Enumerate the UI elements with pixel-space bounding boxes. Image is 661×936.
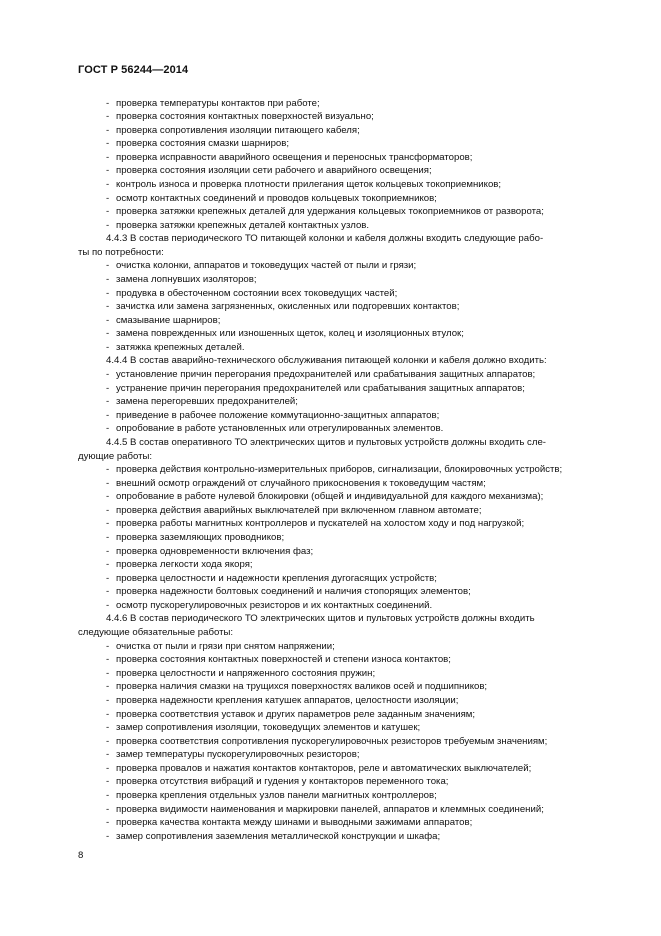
list-item-text: смазывание шарниров; — [116, 314, 221, 326]
list-item — [78, 789, 596, 803]
list-item-text: затяжка крепежных деталей. — [116, 341, 245, 353]
list-marker: - — [106, 369, 110, 381]
list-marker: - — [106, 735, 110, 747]
list-item — [78, 409, 596, 423]
list-item — [78, 599, 596, 613]
list-item — [78, 327, 596, 341]
list-marker: - — [106, 341, 110, 353]
list-item — [78, 830, 596, 844]
list-item — [78, 762, 596, 776]
list-marker: - — [106, 111, 110, 123]
list-item-text: очистка от пыли и грязи при снятом напряжении; — [116, 640, 335, 652]
list-item-text: проверка сопротивления изоляции питающего кабеля; — [116, 124, 360, 136]
list-item — [78, 531, 596, 545]
list-marker: - — [106, 219, 110, 231]
list-item-text: контроль износа и проверка плотности прилегания щеток кольцевых токоприемников; — [116, 178, 502, 190]
list-item — [78, 803, 596, 817]
list-item — [78, 164, 596, 178]
list-item — [78, 395, 596, 409]
list-marker: - — [106, 545, 110, 557]
list-marker: - — [106, 124, 110, 136]
list-item — [78, 178, 596, 192]
list-marker: - — [106, 681, 110, 693]
list-item — [78, 477, 596, 491]
paragraph-continuation: следующие обязательные работы: — [78, 627, 234, 639]
list-marker: - — [106, 722, 110, 734]
list-item — [78, 300, 596, 314]
list-item-text: проверка действия контрольно-измерительных приборов, сигнализации, блокировочных устройств; — [116, 464, 563, 476]
list-item — [78, 151, 596, 165]
list-marker: - — [106, 803, 110, 815]
list-item — [78, 816, 596, 830]
list-item-text: зачистка или замена загрязненных, окисленных или подгоревших контактов; — [116, 301, 460, 313]
list-item-text: проверка одновременности включения фаз; — [116, 545, 314, 557]
list-item-text: проверка температуры контактов при работе; — [116, 97, 320, 109]
list-marker: - — [106, 165, 110, 177]
list-item-text: замена перегоревших предохранителей; — [116, 396, 298, 408]
list-item — [78, 205, 596, 219]
list-item — [78, 422, 596, 436]
list-item — [78, 640, 596, 654]
list-item-text: проверка затяжки крепежных деталей для удержания кольцевых токоприемников от разворота; — [116, 206, 544, 218]
list-item — [78, 680, 596, 694]
paragraph-line: 4.4.3 В состав периодического ТО питающей колонки и кабеля должны входить следующие рабо- — [106, 233, 544, 245]
list-marker: - — [106, 694, 110, 706]
list-marker: - — [106, 830, 110, 842]
list-marker: - — [106, 817, 110, 829]
list-item — [78, 368, 596, 382]
list-marker: - — [106, 640, 110, 652]
list-marker: - — [106, 178, 110, 190]
list-marker: - — [106, 518, 110, 530]
list-marker: - — [106, 138, 110, 150]
list-marker: - — [106, 491, 110, 503]
list-item — [78, 314, 596, 328]
list-item-text: проверка соответствия сопротивления пускорегулировочных резисторов требуемым значениям; — [116, 735, 548, 747]
list-item-text: проверка состояния контактных поверхностей и степени износа контактов; — [116, 654, 451, 666]
list-item-text: осмотр пускорегулировочных резисторов и их контактных соединений. — [116, 599, 433, 611]
list-item-text: проверка заземляющих проводников; — [116, 532, 285, 543]
list-marker: - — [106, 559, 110, 571]
list-item-text: проверка легкости хода якоря; — [116, 559, 253, 571]
list-item — [78, 585, 596, 599]
list-item-text: проверка соответствия уставок и других параметров реле заданным значениям; — [116, 708, 476, 720]
list-item — [78, 653, 596, 667]
list-item-text: проверка исправности аварийного освещения и переносных трансформаторов; — [116, 151, 473, 163]
list-item — [78, 504, 596, 518]
list-marker: - — [106, 423, 110, 435]
list-item-text: установление причин перегорания предохранителей или срабатывания защитных аппаратов; — [116, 369, 536, 381]
list-item — [78, 490, 596, 504]
list-marker: - — [106, 776, 110, 788]
list-item-text: проверка действия аварийных выключателей при включенном главном автомате; — [116, 504, 482, 516]
list-item — [78, 545, 596, 559]
list-item-text: проверка провалов и нажатия контактов контакторов, реле и автоматических выключателей; — [116, 762, 532, 774]
list-item-text: проверка работы магнитных контроллеров и пускателей на холостом ходу и под нагрузкой; — [116, 518, 525, 530]
list-marker: - — [106, 762, 110, 774]
document-body — [78, 97, 596, 844]
list-marker: - — [106, 206, 110, 218]
list-item-text: проверка качества контакта между шинами и выводными зажимами аппаратов; — [116, 817, 473, 829]
list-marker: - — [106, 789, 110, 801]
list-item — [78, 97, 596, 111]
list-item — [78, 124, 596, 138]
list-marker: - — [106, 301, 110, 313]
list-item — [78, 137, 596, 151]
list-item-text: проверка наличия смазки на трущихся поверхностях валиков осей и подшипников; — [116, 681, 488, 693]
list-item-text: опробование в работе установленных или отрегулированных элементов. — [116, 423, 444, 435]
list-marker: - — [106, 708, 110, 720]
list-marker: - — [106, 599, 110, 611]
list-item — [78, 748, 596, 762]
list-item-text: проверка отсутствия вибраций и гудения у контакторов переменного тока; — [116, 776, 449, 788]
page-number: 8 — [78, 850, 84, 861]
list-item — [78, 572, 596, 586]
list-marker: - — [106, 274, 110, 286]
list-item-text: замер сопротивления изоляции, токоведущих элементов и катушек; — [116, 722, 421, 734]
list-item — [78, 694, 596, 708]
list-item-text: проверка затяжки крепежных деталей контактных узлов. — [116, 219, 370, 231]
paragraph-continuation: дующие работы: — [78, 450, 153, 462]
list-item — [78, 735, 596, 749]
list-item-text: замена лопнувших изоляторов; — [116, 274, 257, 286]
list-item — [78, 382, 596, 396]
list-item-text: проверка видимости наименования и маркировки панелей, аппаратов и клеммных соединений; — [116, 803, 544, 815]
list-item-text: осмотр контактных соединений и проводов кольцевых токоприемников; — [116, 192, 437, 204]
list-marker: - — [106, 382, 110, 394]
list-item — [78, 287, 596, 301]
document-header: ГОСТ Р 56244—2014 — [78, 64, 189, 76]
list-item — [78, 708, 596, 722]
list-item — [78, 341, 596, 355]
list-item-text: устранение причин перегорания предохранителей или срабатывания защитных аппаратов; — [116, 382, 525, 394]
list-item-text: проверка состояния смазки шарниров; — [116, 138, 290, 150]
list-item — [78, 219, 596, 233]
list-item-text: приведение в рабочее положение коммутационно-защитных аппаратов; — [116, 409, 440, 421]
list-marker: - — [106, 97, 110, 109]
list-marker: - — [106, 314, 110, 326]
list-item — [78, 110, 596, 124]
list-item — [78, 259, 596, 273]
list-marker: - — [106, 409, 110, 421]
list-marker: - — [106, 749, 110, 761]
list-marker: - — [106, 328, 110, 340]
list-item-text: замер сопротивления заземления металлической конструкции и шкафа; — [116, 830, 441, 842]
list-marker: - — [106, 586, 110, 598]
list-marker: - — [106, 260, 110, 272]
list-item-text: замена поврежденных или изношенных щеток, колец и изоляционных втулок; — [116, 328, 464, 340]
list-marker: - — [106, 287, 110, 299]
list-item-text: опробование в работе нулевой блокировки (общей и индивидуальной для каждого механизма); — [116, 491, 544, 503]
list-item — [78, 775, 596, 789]
list-marker: - — [106, 667, 110, 679]
list-marker: - — [106, 151, 110, 163]
list-item-text: замер температуры пускорегулировочных резисторов; — [116, 749, 360, 761]
list-item — [78, 558, 596, 572]
paragraph-line: 4.4.4 В состав аварийно-технического обслуживания питающей колонки и кабеля должно входить: — [106, 355, 547, 367]
list-marker: - — [106, 504, 110, 516]
list-marker: - — [106, 396, 110, 408]
list-item — [78, 517, 596, 531]
list-item — [78, 667, 596, 681]
list-marker: - — [106, 464, 110, 476]
list-item — [78, 463, 596, 477]
list-item-text: проверка надежности крепления катушек аппаратов, целостности изоляции; — [116, 694, 459, 706]
list-marker: - — [106, 532, 110, 543]
list-item — [78, 192, 596, 206]
list-marker: - — [106, 192, 110, 204]
list-item-text: проверка состояния контактных поверхностей визуально; — [116, 111, 374, 123]
list-item-text: очистка колонки, аппаратов и токоведущих частей от пыли и грязи; — [116, 260, 417, 272]
list-item — [78, 273, 596, 287]
list-item-text: внешний осмотр ограждений от случайного прикосновения к токоведущим частям; — [116, 477, 486, 489]
list-item-text: проверка целостности и напряженного состояния пружин; — [116, 667, 376, 679]
list-item-text: проверка целостности и надежности крепления дугогасящих устройств; — [116, 572, 437, 584]
list-marker: - — [106, 477, 110, 489]
list-item-text: проверка надежности болтовых соединений и наличия стопорящих элементов; — [116, 586, 471, 598]
list-marker: - — [106, 654, 110, 666]
list-item-text: проверка состояния изоляции сети рабочего и аварийного освещения; — [116, 165, 432, 177]
paragraph-line: 4.4.5 В состав оперативного ТО электрических щитов и пультовых устройств должны входить сле- — [106, 436, 546, 448]
list-item-text: продувка в обесточенном состоянии всех токоведущих частей; — [116, 287, 398, 299]
paragraph-line: 4.4.6 В состав периодического ТО электрических щитов и пультовых устройств должны входить — [106, 613, 535, 625]
list-marker: - — [106, 572, 110, 584]
paragraph-continuation: ты по потребности: — [78, 246, 164, 258]
list-item — [78, 721, 596, 735]
list-item-text: проверка крепления отдельных узлов панели магнитных контроллеров; — [116, 789, 437, 801]
